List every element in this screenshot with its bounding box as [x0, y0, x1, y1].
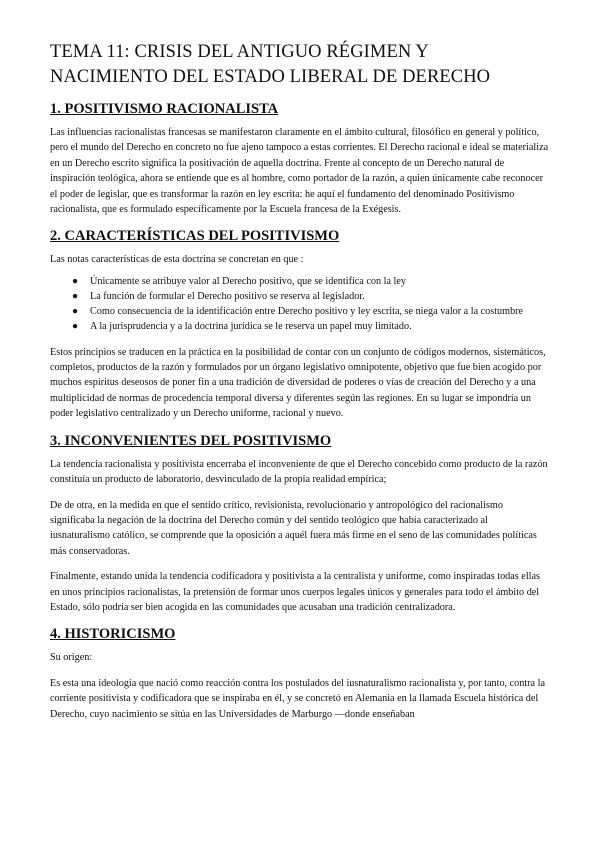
- list-item-text: La función de formular el Derecho positivo se reserva al legislador.: [90, 291, 365, 303]
- section-heading: 4. HISTORICISMO: [50, 626, 176, 643]
- paragraph: Su origen:: [50, 652, 93, 664]
- document-title: TEMA 11: CRISIS DEL ANTIGUO RÉGIMEN Y NACIMIENTO DEL ESTADO LIBERAL DE DERECHO: [50, 42, 491, 87]
- bullet-icon: ●: [72, 306, 79, 318]
- paragraph: Finalmente, estando unida la tendencia codificadora y positivista a la centralista y uniforme, como inspiradas todas ellas en unos principios racionalistas, la pretensión de formar unos cuerpos legales únicos y generales para todo el ámbito del Estado, sólo podría ser bien acogida en las comunidades que acusaban una tradición centralizadora.: [50, 571, 540, 613]
- paragraph-intro: Las notas características de esta doctrina se concretan en que :: [50, 254, 304, 266]
- section-inconvenientes: [50, 432, 550, 616]
- section-positivismo-racionalista: [50, 100, 550, 217]
- section-heading: 1. POSITIVISMO RACIONALISTA: [50, 101, 279, 117]
- list-item: [50, 274, 550, 289]
- bullet-icon: ●: [72, 291, 79, 303]
- paragraph: Las influencias racionalistas francesas se manifestaron claramente en el ámbito cultural, filosófico en general y político, pero el mundo del Derecho en concreto no fue ajeno tampoco a estas corrientes. El Derecho racional e ideal se materializa en un Derecho escrito significa la positivación de aquella doctrina. Frente al concepto de un Derecho natural de inspiración teológica, ahora se entiende que es al hombre, como portador de la razón, a quien únicamente cabe reconocer el poder de legislar, que es transformar la razón en ley escrita: he aquí el fundamento del denominado Positivismo racionalista, que es formulado específicamente por la Escuela francesa de la Exégesis.: [50, 127, 549, 216]
- list-item-text: Únicamente se atribuye valor al Derecho positivo, que se identifica con la ley: [90, 275, 406, 287]
- list-item-text: A la jurisprudencia y a la doctrina jurídica se le reserva un papel muy limitado.: [90, 321, 412, 333]
- document-page: [50, 40, 550, 732]
- section-heading: 3. INCONVENIENTES DEL POSITIVISMO: [50, 432, 332, 449]
- paragraph: La tendencia racionalista y positivista encerraba el inconveniente de que el Derecho concebido como producto de la razón constituía un producto de laboratorio, desvinculado de la propia realidad empírica;: [50, 458, 548, 486]
- list-item-text: Como consecuencia de la identificación entre Derecho positivo y ley escrita, se niega valor a la costumbre: [90, 306, 524, 318]
- section-historicismo: [50, 625, 550, 722]
- list-item: [50, 304, 550, 319]
- bullet-list: [50, 274, 550, 335]
- section-caracteristicas: [50, 227, 550, 421]
- section-heading: 2. CARACTERÍSTICAS DEL POSITIVISMO: [50, 228, 340, 245]
- paragraph: De de otra, en la medida en que el sentido crítico, revisionista, revolucionario y antropológico del racionalismo significaba la negación de la doctrina del Derecho común y del sentido teológico que había caracterizado al iusnaturalismo católico, se comprende que la oposición a aquél fuera más firme en el seno de las comunidades políticas más conservadoras.: [50, 499, 537, 557]
- paragraph: Estos principios se traducen en la práctica en la posibilidad de contar con un conjunto de códigos modernos, sistemáticos, completos, productos de la razón y formulados por un órgano legislativo omnipotente, objetivo que fue bien acogido por muchos espíritus deseosos de poner fin a una tradición de diversidad de poderes o vías de creación del Derecho y a una multiplicidad de normas de procedencia temporal diversa y diferentes según las regiones. En su lugar se impondría un poder legislativo centralizado y un Derecho uniforme, racional y nuevo.: [50, 346, 546, 420]
- bullet-icon: ●: [72, 275, 79, 287]
- list-item: [50, 289, 550, 304]
- bullet-icon: ●: [72, 321, 79, 333]
- paragraph: Es esta una ideología que nació como reacción contra los postulados del iusnaturalismo racionalista y, por tanto, contra la corriente positivista y codificadora que se inspiraba en él, y se concretó en Alemania en la llamada Escuela histórica del Derecho, cuyo nacimiento se sitúa en las Universidades de Marburgo —donde enseñaban: [50, 677, 545, 720]
- list-item: [50, 319, 550, 334]
